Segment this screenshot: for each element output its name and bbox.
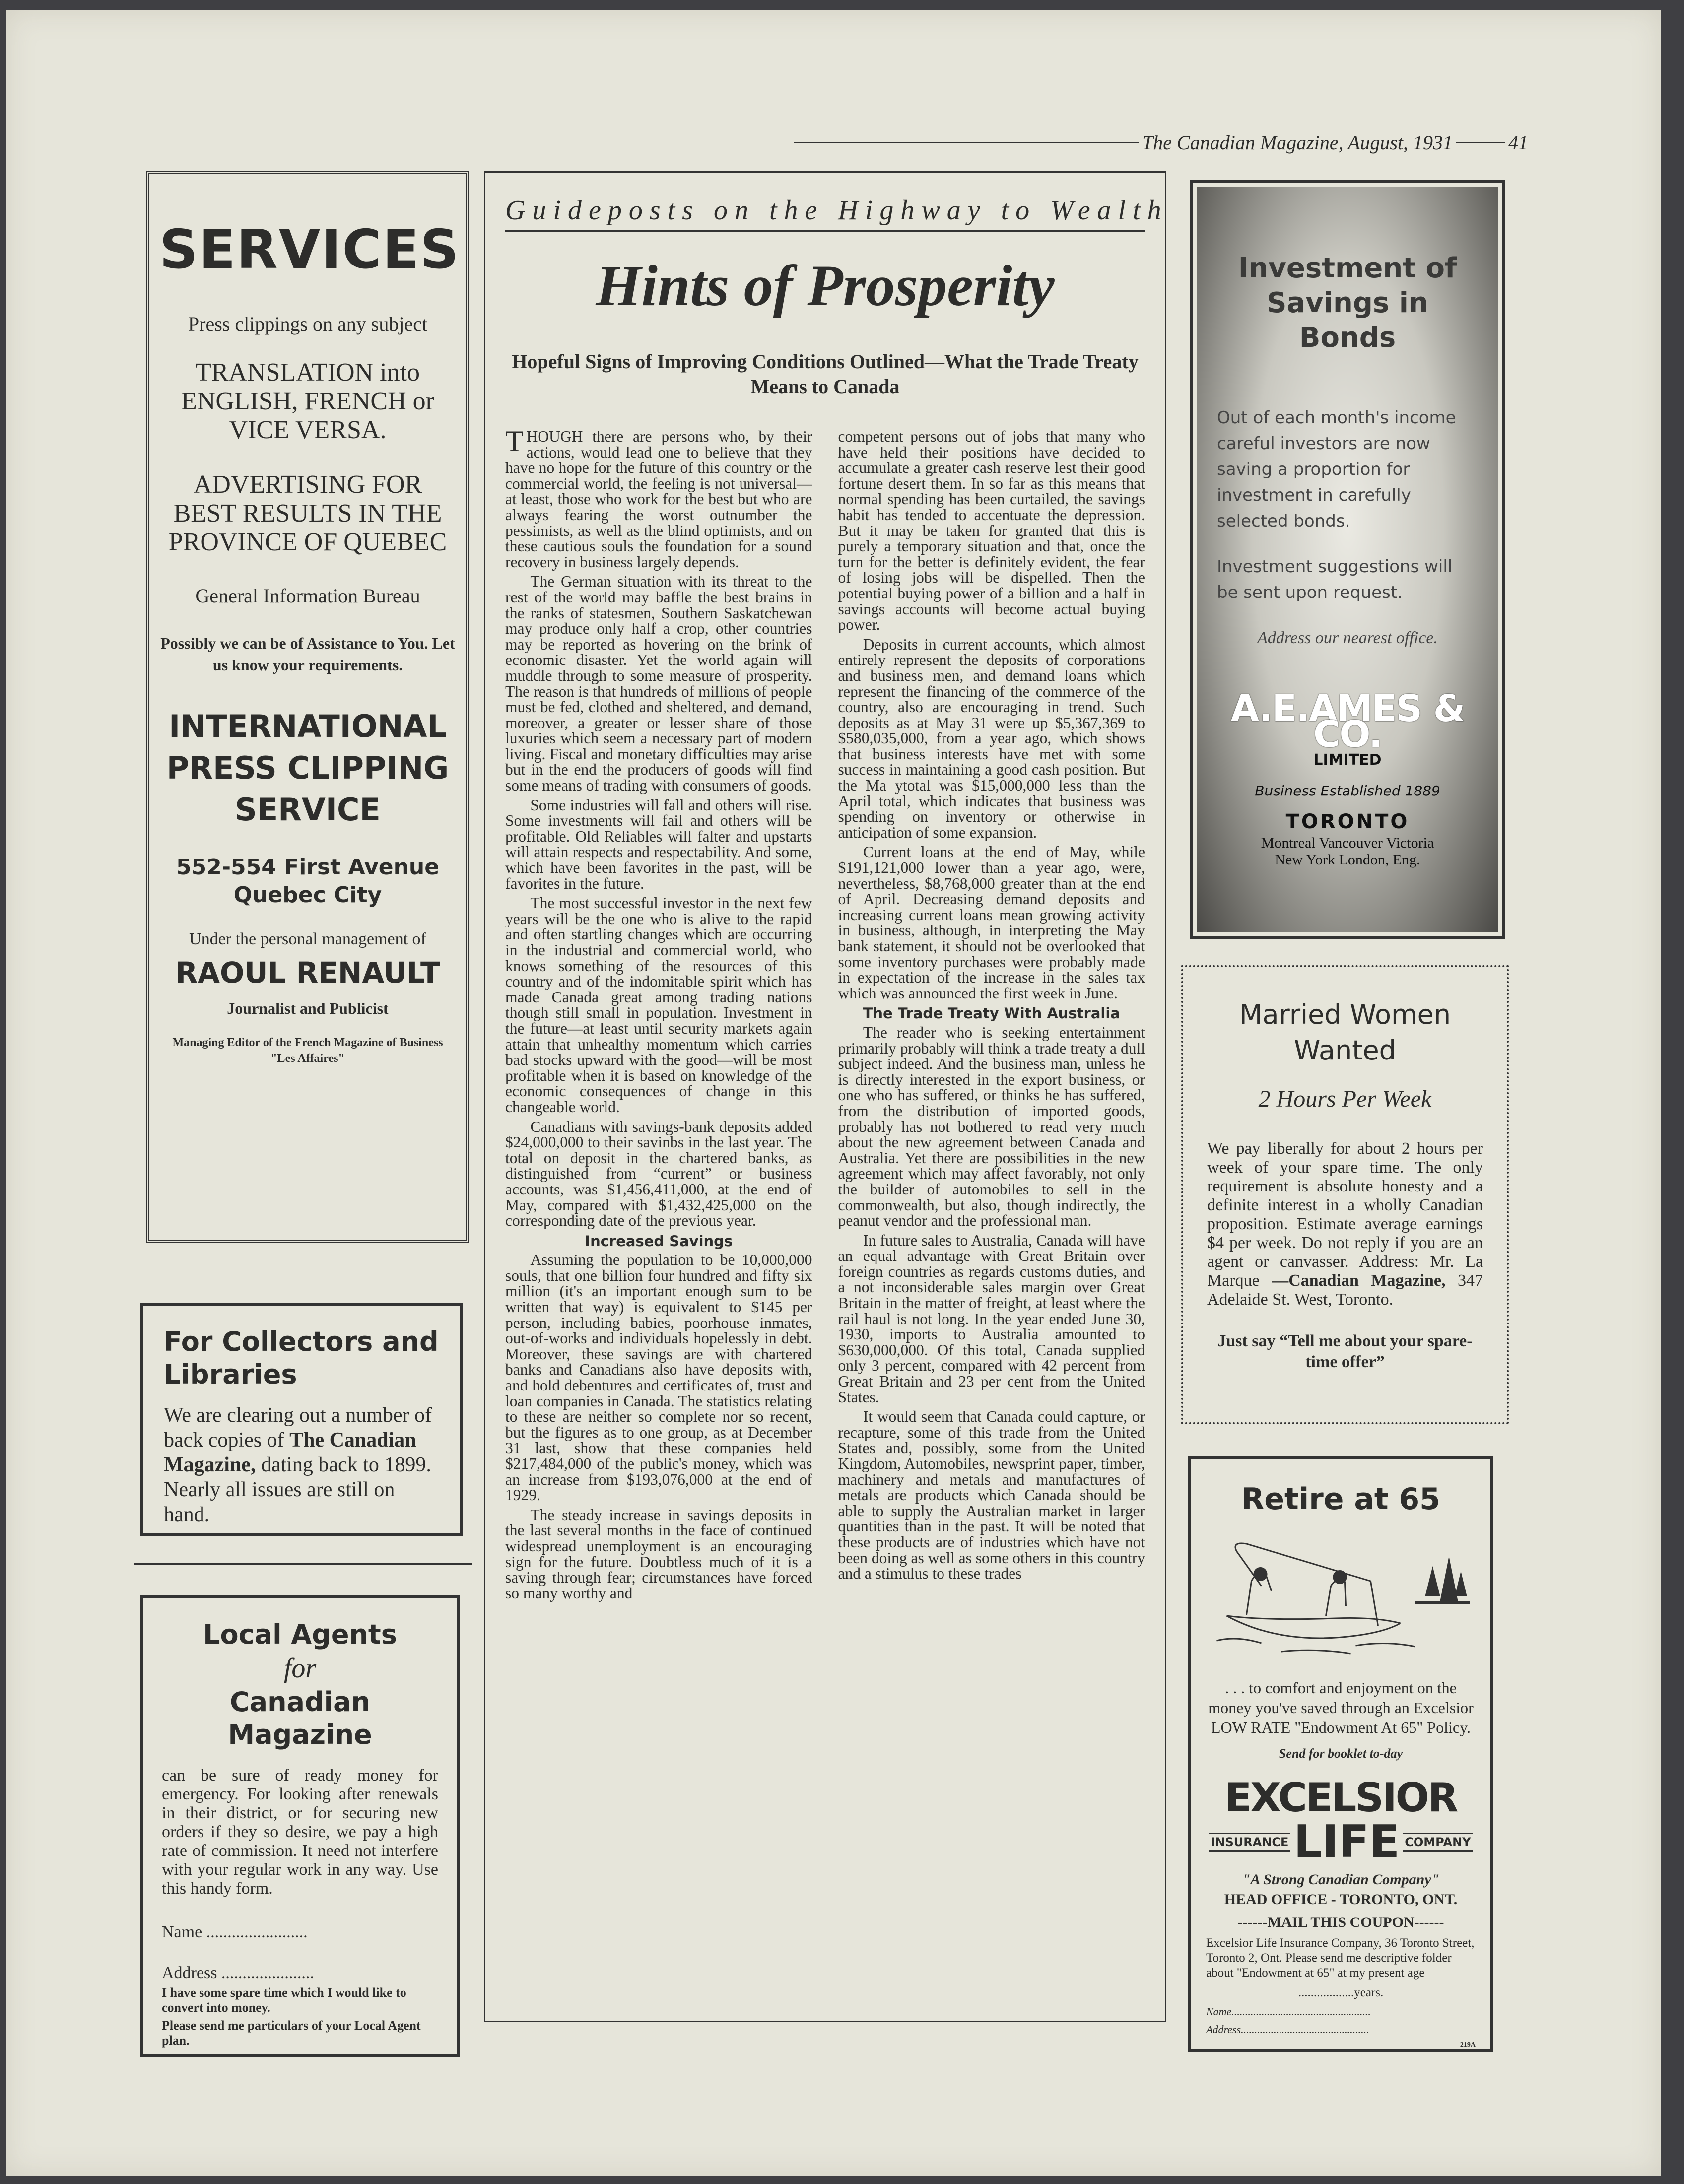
article-paragraph: Some industries will fall and others will rise. Some investments will fail and others will be profitable. Old Reliables will falter and upstarts will attain respects and respectability. And some, which have been favorites in the past, will be favorites in the future. — [505, 796, 812, 892]
agents-note-spare-time: I have some spare time which I would like to convert into money. — [162, 1985, 406, 2015]
married-body-text: We pay liberally for about 2 hours per week of your spare time. The only requirement is absolute honesty and a definite interest in a wholly Canadian proposition. Estimate average earnings $4 per week. Do not reply if you are an agent or canvasser. Address: Mr. La Marque — [1207, 1139, 1483, 1290]
article-paragraph: Canadians with savings-bank deposits added $24,000,000 to their savinbs in the last year. The total on deposit in the chartered banks, as distinguished from “current” or business accounts, was $1,456,411,000, at the end of May, compared with $1,432,425,000 on the corresponding date of the previous year. — [505, 1118, 812, 1230]
services-line-advertising: ADVERTISING FOR BEST RESULTS IN THE PROVINCE OF QUEBEC — [168, 470, 447, 556]
article-body — [505, 425, 1145, 1605]
article-paragraph: The German situation with its threat to the rest of the world may baffle the best brains in the ranks of statesmen, Southern Saskatchewan may produce only half a crop, other countries may be reported as hovering on the brink of economic disaster. Yet the world again will muddle through to some measure of prosperity. The reason is that hundreds of millions of people must be fed, clothed and sheltered, and demand, moreover, a greater or lesser share of those luxuries which seem a necessary part of modern living. Fiscal and monetary difficulties may arise but in the end the producers of goods will find some means of trading with consumers of goods. — [505, 573, 812, 794]
ames-firm-name: A.E.AMES & CO. — [1230, 687, 1465, 756]
coupon-name-field[interactable]: Name................................................... — [1206, 2005, 1371, 2018]
ames-title: Investment of Savings in Bonds — [1238, 252, 1457, 354]
logo-company: COMPANY — [1403, 1833, 1473, 1852]
ames-body-suggestions: Investment suggestions will be sent upon request. — [1217, 557, 1453, 602]
excelsior-head-office: HEAD OFFICE - TORONTO, ONT. — [1224, 1891, 1458, 1908]
article-paragraph: Deposits in current accounts, which almost entirely represent the deposits of corporations and business men, and demand loans which represent the financing of the commerce of the country, also are encouraging in trend. Such deposits as at May 31 were up $5,367,369 to $580,035,000, from a year ago, which shows that business interests have met with some success in maintaining a good cash position. But the Ma ytotal was $15,000,000 less than the April total, which indicates that business was spending on inventory or otherwise in anticipation of some expansion. — [838, 635, 1145, 841]
ames-bonds-ad — [1190, 180, 1505, 939]
ames-body-savings: Out of each month's income careful investors are now saving a proportion for investment in carefully selected bonds. — [1217, 408, 1456, 531]
article-paragraph: Current loans at the end of May, while $191,121,000 lower than a year ago, were, nevertheless, $8,768,000 greater than at the end of April. Decreasing demand deposits and increasing current loans mean growing activity in business, although, in interpreting the May bank statement, it should not be overlooked that some inventory purchases were probably made in expectation of the increase in the sales tax which was announced the first week in June. — [838, 843, 1145, 1002]
left-column-divider — [134, 1563, 472, 1565]
married-women-ad — [1181, 965, 1509, 1424]
article-column-2 — [838, 429, 1145, 1605]
retire-title: Retire at 65 — [1241, 1482, 1440, 1517]
article-paragraph: It would seem that Canada could capture, or recapture, some of this trade from the United States and, possibly, some from the United Kingdom, Automobiles, newsprint paper, timber, machinery and metals and manufactures of metals are products which Canada should be able to supply the Australian market in larger quantities than in the past. It will be noted that these products are of industries which have not been doing as well as some others in this country and a stimulus to these trades — [838, 1408, 1145, 1583]
article-headline: Hints of Prosperity — [596, 253, 1055, 318]
services-ad — [146, 171, 469, 1243]
excelsior-logo: EXCELSIOR — [1224, 1775, 1457, 1821]
ames-limited: LIMITED — [1313, 751, 1382, 769]
excelsior-slogan: "A Strong Canadian Company" — [1242, 1871, 1440, 1888]
services-manager-note: Managing Editor of the French Magazine of Business "Les Affaires" — [172, 1036, 443, 1065]
running-header — [794, 130, 1531, 155]
article-subhead-savings: Increased Savings — [585, 1232, 733, 1250]
collectors-title: For Collectors and Libraries — [164, 1326, 439, 1390]
running-title: The Canadian Magazine, August, 1931 — [1142, 131, 1453, 154]
services-line-assistance: Possibly we can be of Assistance to You. Let us know your requirements. — [160, 634, 455, 674]
coupon-address-field[interactable]: Address............................................... — [1206, 2023, 1369, 2036]
coupon-years-field[interactable]: ..................years. — [1298, 1986, 1384, 1999]
collectors-body-text-end: dating back to 1899. Nearly all issues are still on hand. — [164, 1454, 431, 1526]
services-management-label: Under the personal management of — [189, 930, 426, 948]
article-paragraph-text: HOUGH there are persons who, by their actions, would lead one to believe that they have no hope for the future of this country or the commercial world, the feeling is not universal—at least, those who work for the best but who are always fearing the worst outnumber the pessimists, as well as the blind optimists, and on these cautious souls the foundation for a sound recovery in business largely depends. — [505, 428, 812, 571]
ames-established: Business Established 1889 — [1255, 783, 1440, 799]
article-paragraph: The steady increase in savings deposits in the last several months in the face of continued widespread unemployment is an encouraging sign for the future. Doubtless much of it is a saving through fear; circumstances have forced so many worthy and — [505, 1506, 812, 1602]
agents-address-field[interactable]: Address ...................... — [162, 1964, 314, 1982]
coupon-code: 219A — [1460, 2041, 1476, 2049]
article-deck: Hopeful Signs of Improving Conditions Outlined—What the Trade Treaty Means to Canada — [512, 350, 1139, 397]
ames-branches: Montreal Vancouver Victoria — [1261, 835, 1434, 851]
article-paragraph: competent persons out of jobs that many who have held their positions have decided to accumulate a greater cash reserve lest their good fortune desert them. In so far as this means that normal spending has been curtailed, the savings habit has tended to accentuate the depression. But it may be taken for granted that this is purely a temporary situation and that, once the turn for the better is definitely evident, the fear of losing jobs will be dispelled. Then the potential buying power of a billion and a half in savings accounts will become actual buying power. — [838, 428, 1145, 634]
services-line-translation: TRANSLATION into ENGLISH, FRENCH or VICE VERSA. — [181, 358, 434, 444]
retire-body: . . . to comfort and enjoyment on the money you've saved through an Excelsior LOW RATE "Endowment At 65" Policy. — [1208, 1679, 1474, 1736]
excelsior-retire-ad — [1188, 1456, 1493, 2052]
logo-insurance: INSURANCE — [1209, 1833, 1290, 1852]
married-tagline: Just say “Tell me about your spare-time offer” — [1217, 1332, 1473, 1371]
agents-title: Local Agents — [203, 1619, 397, 1650]
services-manager-name: RAOUL RENAULT — [175, 956, 440, 990]
retire-booklet-cta: Send for booklet to-day — [1279, 1746, 1403, 1761]
logo-life: LIFE — [1293, 1816, 1400, 1868]
coupon-body: Excelsior Life Insurance Company, 36 Toronto Street, Toronto 2, Ont. Please send me descriptive folder about "Endowment at 65" at my present age — [1206, 1936, 1475, 1980]
collectors-body — [164, 1403, 439, 1527]
married-magazine-name: —Canadian Magazine, — [1272, 1271, 1446, 1290]
agents-note-particulars: Please send me particulars of your Local Agent plan. — [162, 2018, 421, 2048]
services-title: SERVICES — [159, 219, 460, 281]
agents-title-magazine: Canadian Magazine — [228, 1686, 372, 1750]
married-title: Married Women Wanted — [1239, 999, 1451, 1066]
article-column-1 — [505, 425, 812, 1605]
collectors-body-text: We are clearing out a number of back copies of — [164, 1404, 432, 1452]
local-agents-ad — [140, 1595, 460, 2057]
services-line-clippings: Press clippings on any subject — [188, 313, 428, 335]
agents-title-for: for — [283, 1653, 317, 1684]
married-body — [1207, 1139, 1483, 1309]
coupon-title: ------MAIL THIS COUPON------ — [1237, 1914, 1444, 1930]
ames-city: TORONTO — [1285, 810, 1410, 833]
services-address: 552-554 First Avenue Quebec City — [176, 855, 440, 908]
article-paragraph — [505, 425, 812, 571]
services-line-bureau: General Information Bureau — [195, 585, 420, 607]
agents-body: can be sure of ready money for emergency. For looking after renewals in their district, or for securing new orders if they so desire, we pay a high rate of commission. It need not interfere with your regular work in any way. Use this handy form. — [162, 1766, 438, 1898]
agents-name-field[interactable]: Name ........................ — [162, 1923, 308, 1941]
article-paragraph: In future sales to Australia, Canada will have an equal advantage with Great Britain over foreign countries as regards customs duties, and a not inconsiderable sales margin over Great Britain in the matter of freight, at least where the rail haul is not long. In the year ended June 30, 1930, imports to Australia amounted to $630,000,000. Of this total, Canada supplied only 3 percent, compared with 42 percent from Great Britain and 23 per cent from the United States. — [838, 1231, 1145, 1406]
collectors-magazine-name: The Canadian Magazine, — [164, 1429, 416, 1476]
services-manager-title: Journalist and Publicist — [227, 999, 389, 1017]
article-paragraph: The most successful investor in the next few years will be the one who is alive to the rapid and often startling changes which are occurring in the industrial and commercial world, who knows something of the resources of this country and of the indomitable spirit which has made Canada great among trading nations though still small in population. Investment in the future—at least until security markets again attain that unhealthy momentum which carries bad stocks upward with the good—will be most profitable when it is based on knowledge of the economic consequences of change in this changeable world. — [505, 894, 812, 1116]
page-number: 41 — [1508, 131, 1528, 154]
article-paragraph: The reader who is seeking entertainment primarily probably will think a trade treaty a dull subject indeed. And the business man, unless he is directly interested in the export business, or one who has suffered, or thinks he has suffered, from the distribution of imported goods, probably has not bothered to read very much about the new agreement between Canada and Australia. Yet there are possibilities in the new agreement which may affect favorably, not only the builder of automobiles to sell in the commonwealth, but also, though indirectly, the peanut vendor and the professional man. — [838, 1023, 1145, 1230]
article-dropcap: T — [505, 425, 524, 458]
fishing-boat-illustration — [1206, 1522, 1476, 1665]
married-subtitle: 2 Hours Per Week — [1258, 1086, 1432, 1112]
ames-branches-2: New York London, Eng. — [1275, 852, 1420, 868]
article — [484, 171, 1166, 2022]
article-paragraph: Assuming the population to be 10,000,000 souls, that one billion four hundred and fifty six million (it's an important enough sum to be written that way) is equivalent to $145 per person, including babies, poorhouse inmates, out-of-works and individuals hopelessly in debt. Moreover, these savings are with chartered banks and Canadians also have deposits with, and hold debentures and certificates of, trust and loan companies in Canada. The statistics relating to these are neither so complete nor so recent, but the figures as to one group, as at December 31 last, show that these companies held $217,484,000 of the public's money, which was an increase from $193,076,000 at the end of 1929. — [505, 1251, 812, 1504]
article-subhead-trade-treaty: The Trade Treaty With Australia — [863, 1005, 1120, 1022]
article-kicker: Guideposts on the Highway to Wealth — [505, 195, 1145, 232]
excelsior-logo-life — [1206, 1816, 1476, 1868]
services-company-name: INTERNATIONAL PRESS CLIPPING SERVICE — [166, 708, 449, 828]
married-address: 347 Adelaide St. West, Toronto. — [1207, 1271, 1483, 1309]
collectors-ad — [140, 1303, 463, 1536]
ames-address-note: Address our nearest office. — [1257, 629, 1438, 647]
